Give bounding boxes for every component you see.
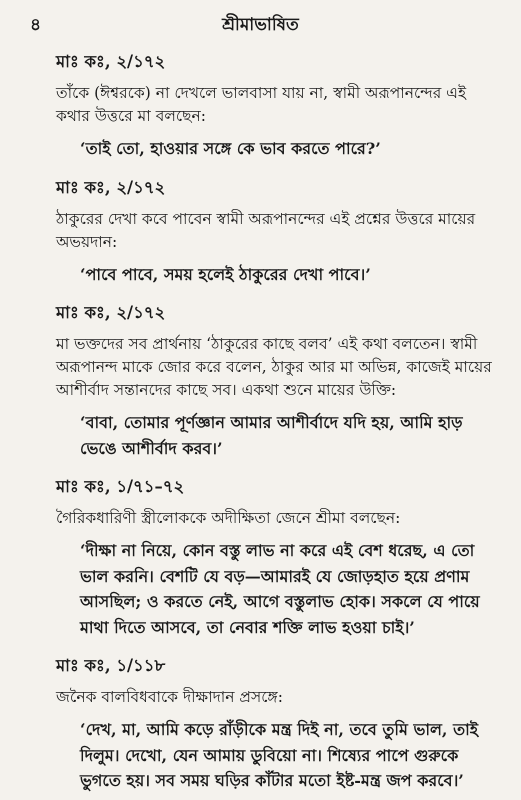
page-number: ৪ [30, 15, 42, 35]
entry-quote: ‘বাবা, তোমার পূর্ণজ্ঞান আমার আশীর্বাদে যদি হয়, আমি হাড় ভেঙে আশীর্বাদ করব।’ [80, 413, 463, 458]
entry-1 [0, 50, 521, 162]
source-reference: মাঃ কঃ, ২/১৭২ [56, 303, 166, 322]
source-reference: মাঃ কঃ, ২/১৭২ [56, 52, 166, 71]
entry-3 [0, 301, 521, 461]
entry-quote: ‘পাবে পাবে, সময় হলেই ঠাকুরের দেখা পাবে।’ [80, 264, 371, 284]
running-head: শ্রীমাভাষিত [222, 15, 299, 35]
entry-context: জনৈক বালবিধবাকে দীক্ষাদান প্রসঙ্গে: [56, 688, 283, 706]
entry-2 [0, 176, 521, 288]
entry-quote: ‘তাই তো, হাওয়ার সঙ্গে কে ভাব করতে পারে?’ [80, 139, 381, 158]
entry-quote: ‘দেখ, মা, আমি কড়ে রাঁড়ীকে মন্ত্র দিই না, তবে তুমি ভাল, তাই দিলুম। দেখো, যেন আমায় ডুবিয়ো না। শিষ্যের পাপে গুরুকে ভুগতে হয়। সব সময় ঘড়ির কাঁটার মতো ইষ্ট-মন্ত্র জপ করবে।’ [80, 720, 479, 790]
entry-context: গৈরিকধারিণী স্ত্রীলোককে অদীক্ষিতা জেনে শ্রীমা বলছেন: [56, 509, 401, 527]
page-header [0, 10, 521, 36]
page-content [0, 50, 521, 794]
source-reference: মাঃ কঃ, ২/১৭২ [56, 177, 166, 197]
source-reference: মাঃ কঃ, ১/১১৮ [56, 656, 166, 675]
entry-4 [0, 475, 521, 640]
entry-context: ঠাকুরের দেখা কবে পাবেন স্বামী অরূপানন্দের এই প্রশ্নের উত্তরে মায়ের অভয়দান: [56, 209, 476, 251]
entry-quote: ‘দীক্ষা না নিয়ে, কোন বস্তু লাভ না করে এই বেশ ধরেছ, এ তো ভাল করনি। বেশটি যে বড়—আমারই যে জোড়হাত হয়ে প্রণাম আসছিল; ও করতে নেই, আগে বস্তুলাভ হোক। সকলে যে পায়ে মাথা দিতে আসবে, তা নেবার শক্তি লাভ হওয়া চাই।’ [80, 541, 480, 637]
entry-5 [0, 654, 521, 794]
entry-context: তাঁকে (ঈশ্বরকে) না দেখলে ভালবাসা যায় না, স্বামী অরূপানন্দের এই কথার উত্তরে মা বলছেন: [56, 84, 467, 125]
source-reference: মাঃ কঃ, ১/৭১–৭২ [56, 477, 185, 496]
entry-context: মা ভক্তদের সব প্রার্থনায় ‘ঠাকুরের কাছে বলব’ এই কথা বলতেন। স্বামী অরূপানন্দ মাকে জোর করে বলেন, ঠাকুর আর মা অভিন্ন, কাজেই মায়ের আশীর্বাদ সন্তানদের কাছে সব। একথা শুনে মায়ের উক্তি: [56, 335, 492, 399]
